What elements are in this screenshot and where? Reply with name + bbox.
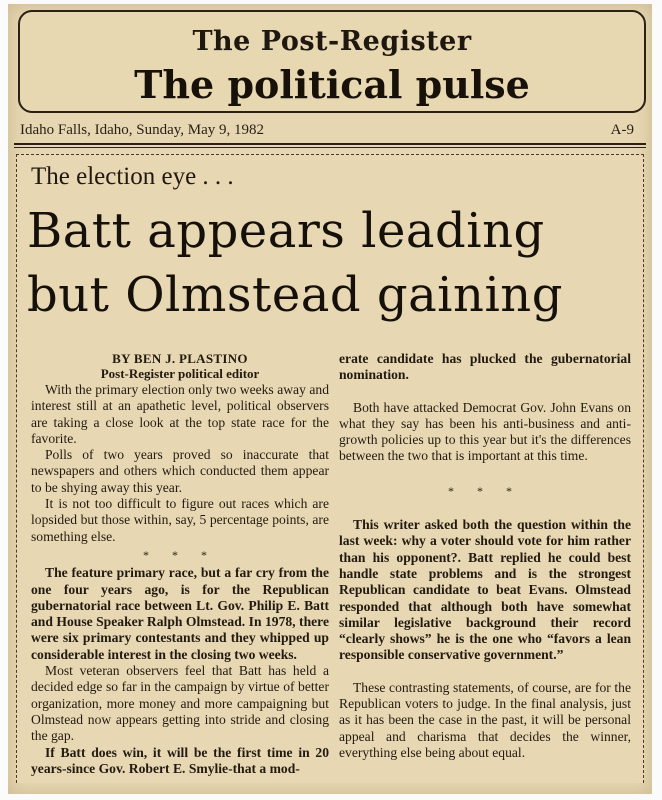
paragraph: It is not too difficult to figure out races which are lopsided but those within, say, 5 percentage points, are something else. xyxy=(31,496,329,544)
paragraph: Most veteran observers feel that Batt has held a decided edge so far in the campaign by virtue of better organization, more money and more campaigning but Olmstead now appears getting into stride and closing the gap. xyxy=(31,663,329,744)
spacer xyxy=(339,501,631,517)
paragraph: With the primary election only two weeks away and interest still at an apathetic level, political observers are taking a close look at the top state race for the favorite. xyxy=(31,382,329,446)
paragraph-bold: If Batt does win, it will be the first time in 20 years-since Gov. Robert E. Smylie-that a mod- xyxy=(31,744,329,776)
section-break-stars: * * * xyxy=(448,483,522,498)
page-number: A-9 xyxy=(610,122,634,138)
section-title: The political pulse xyxy=(134,62,530,107)
column-left xyxy=(31,351,329,777)
paragraph-bold: erate candidate has plucked the gubernatorial nomination. xyxy=(339,351,631,383)
paragraph: Both have attacked Democrat Gov. John Evans on what they say has been his anti-business and anti-growth policies up to this year but it's the differences between the two that is important at this time. xyxy=(339,399,631,464)
headline-line-2: but Olmstead gaining xyxy=(27,267,563,323)
paragraph: These contrasting statements, of course, are for the Republican voters to judge. In the final analysis, just as it has been the case in the past, it will be personal appeal and charisma that decides the winner, everything else being about equal. xyxy=(339,679,631,760)
masthead-box xyxy=(18,10,646,113)
spacer xyxy=(339,664,631,680)
paragraph: Polls of two years proved so inaccurate that newspapers and others which conducted them appear to be shying away this year. xyxy=(31,447,329,495)
byline-title: Post-Register political editor xyxy=(100,366,260,381)
paragraph-bold: This writer asked both the question within the last week: why a voter should vote for him rather than his opponent?. Batt replied he could best handle state problems and is the strongest Republican candidate to beat Evans. Olmstead responded that although both have somewhat similar legislative background their record “clearly shows” he is the one who “favors a lean responsible conservative government.” xyxy=(339,517,631,663)
divider-rule-thin xyxy=(14,147,646,148)
kicker: The election eye . . . xyxy=(31,163,234,190)
byline: BY BEN J. PLASTINO xyxy=(112,351,248,366)
dateline: Idaho Falls, Idaho, Sunday, May 9, 1982 xyxy=(20,122,264,138)
spacer xyxy=(339,465,631,481)
paragraph-bold: The feature primary race, but a far cry from the one four years ago, is for the Republican gubernatorial race between Lt. Gov. Philip E. Batt and House Speaker Ralph Olmstead. In 1978, there were six primary contestants and they whipped up considerable interest in the closing two weeks. xyxy=(31,565,329,662)
spacer xyxy=(339,384,631,400)
divider-rule xyxy=(14,143,646,145)
headline xyxy=(27,199,637,327)
article xyxy=(16,154,644,783)
section-break-stars: * * * xyxy=(143,547,217,562)
column-right xyxy=(339,351,631,761)
headline-line-1: Batt appears leading xyxy=(27,203,545,259)
newspaper-name: The Post-Register xyxy=(192,26,472,57)
